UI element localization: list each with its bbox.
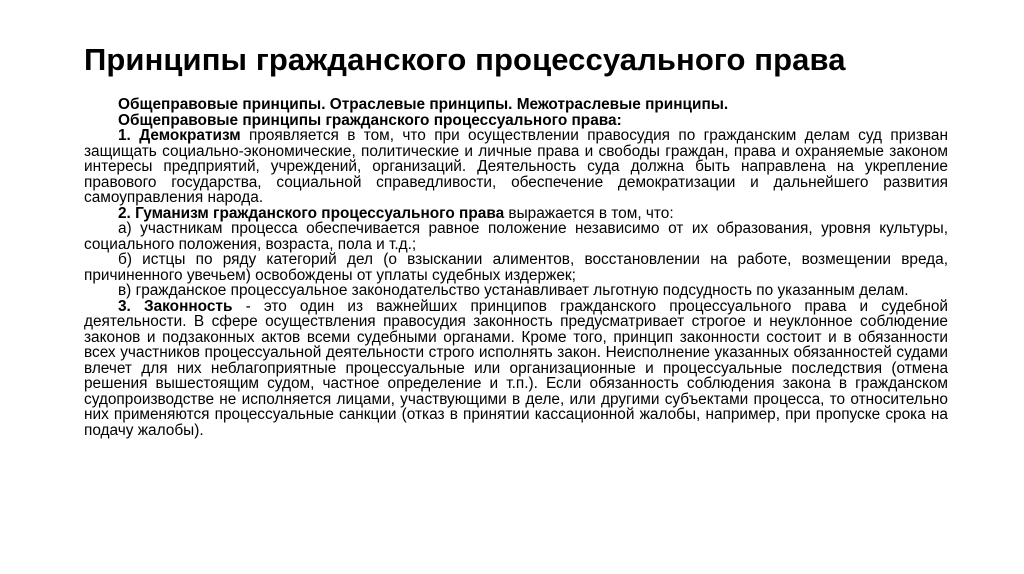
humanism-text: выражается в том, что: bbox=[504, 204, 674, 222]
democratism-text: проявляется в том, что при осуществлении правосудия по гражданским делам суд призван защищать социально-экономические, политические и личные права и свободы граждан, права и охраняемые законом интересы предприятий, учреждений, организаций. Деятельность суда должна быть направлена на укрепление правового государства, социальной справедливости, обеспечение демократизации и дальнейшего развития самоуправления народа. bbox=[84, 127, 948, 206]
paragraph-humanism bbox=[84, 206, 948, 222]
heading-principles-types: Общеправовые принципы. Отраслевые принципы. Межотраслевые принципы. bbox=[118, 96, 729, 113]
humanism-item-b: б) истцы по ряду категорий дел (о взыскании алиментов, восстановлении на работе, возмещении вреда, причиненного увечьем) освобождены от уплаты судебных издержек; bbox=[84, 251, 948, 284]
paragraph-legality bbox=[84, 299, 948, 439]
legality-term: 3. Законность bbox=[118, 297, 233, 315]
humanism-item-c: в) гражданское процессуальное законодательство устанавливает льготную подсудность по указанным делам. bbox=[118, 282, 909, 299]
slide-title: Принципы гражданского процессуального права bbox=[84, 42, 846, 77]
heading-general-principles: Общеправовые принципы гражданского процессуального права: bbox=[118, 111, 622, 129]
humanism-item-a: а) участникам процесса обеспечивается равное положение независимо от их образования, уровня культуры, социального положения, возраста, пола и т.д.; bbox=[84, 220, 948, 253]
paragraph-democratism bbox=[84, 128, 948, 206]
democratism-term: 1. Демократизм bbox=[118, 127, 241, 144]
legality-text: - это один из важнейших принципов гражданского процессуального права и судебной деятельности. В сфере осуществления правосудия законность предусматривает строгое и неуклонное соблюдение законов и подзаконных актов всеми судебными органами. Кроме того, принцип законности состоит и в обязанности всех участников процессуальной деятельности строго исполнять закон. Неисполнение указанных обязанностей судами влечет для них неблагоприятные процессуальные или организационные и процессуальные последствия (отмена решения вышестоящим судом, частное определение и т.п.). Если обязанность соблюдения закона в гражданском судопроизводстве не исполняется лицами, участвующими в деле, или другими субъектами процесса, то относительно них применяются процессуальные санкции (отказ в принятии кассационной жалобы, например, при пропуске срока на подачу жалобы). bbox=[84, 297, 949, 439]
humanism-term: 2. Гуманизм гражданского процессуального права bbox=[118, 204, 505, 222]
slide-body bbox=[84, 97, 948, 438]
